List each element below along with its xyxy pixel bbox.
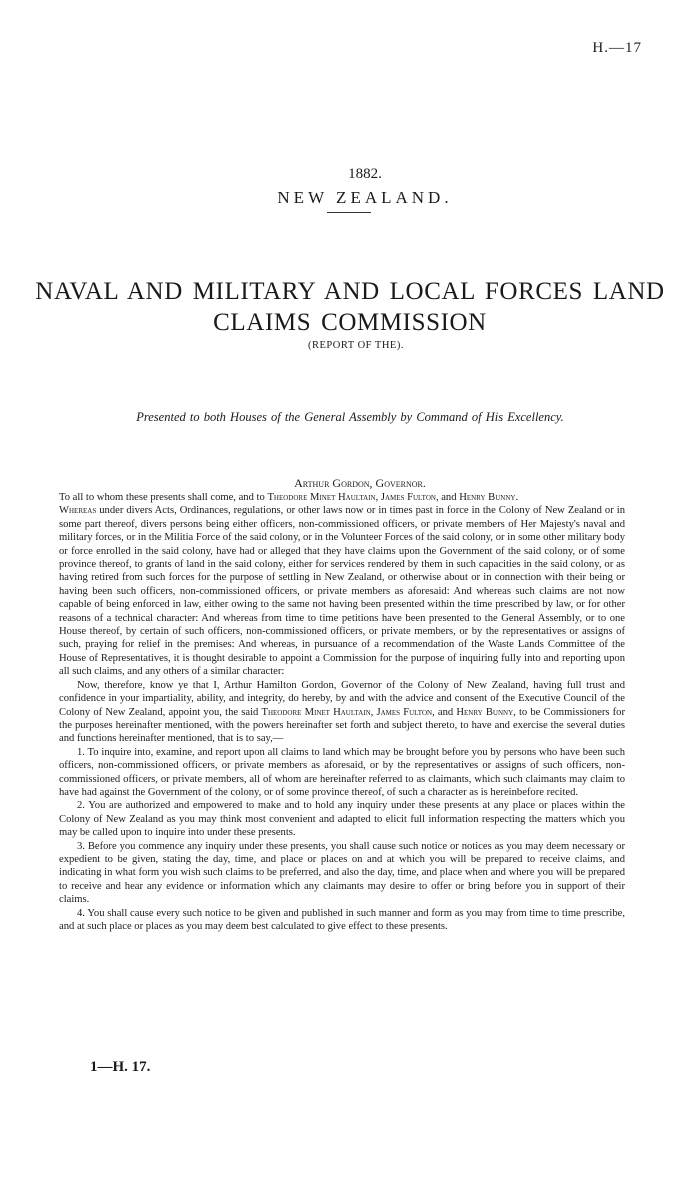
commissioner-name: Henry Bunny xyxy=(456,706,514,718)
commissioner-name: James Fulton xyxy=(380,492,436,503)
country: NEW ZEALAND. xyxy=(277,188,453,207)
divider xyxy=(327,212,371,213)
whereas-text: under divers Acts, Ordinances, regulations, or other laws now or in times past in force in the Colony of New Zealand or in some part thereof, divers persons being either officers, non-commissioned officers, or private members of Her Majesty's naval and military forces, or in the Militia Force of the said colony, or in the Volunteer Forces of the said colony, or in some other military body or force enrolled in the said colony, have had or alleged that they have claims upon the Government of the said colony, or of some province thereof, to grants of land in the said colony, either for services rendered by them in such capacities in the said colony, or as having retired from such forces for the purpose of settling in New Zealand, or otherwise about or in connection with their being or having been such officers, non-commissioned officers, or private members as aforesaid: And whereas such claims are not now capable of being enforced in law, either owing to the same not having been presented within the time prescribed by law, or for other reasons of a technical character: And whereas from time to time petitions have been presented to the General Assembly, or to one House thereof, by certain of such officers, non-commissioned officers, or private members, or by the representatives or assigns of such, praying for relief in the premises: And whereas, in pursuance of a recommendation of the Waste Lands Committee of the House of Representatives, it is thought desirable to appoint a Commission for the purpose of inquiring fully into and reporting upon all such claims, and any others of a similar character: xyxy=(59,505,625,678)
address-separator: , and xyxy=(435,492,460,503)
clause-1: 1. To inquire into, examine, and report upon all claims to land which may be brought before you by persons who have been such officers, non-commissioned officers, or private members as aforesaid, or by the representatives or assigns of such officers, non-commissioned officers, or private members, all of whom are hereinafter referred to as claimants, which such claimants may claim to have had against the Government of the colony, or of some province thereof, of such a character as is hereinbefore recited. xyxy=(59,746,625,798)
year: 1882. xyxy=(348,166,382,182)
governor-line: Arthur Gordon, Governor. xyxy=(294,476,426,490)
now-text: Now, therefore, know ye that I, Arthur Hamilton Gordon, Governor of the Colony of New Zealand, having full trust and confidence in your impartiality, ability, and integrity, do hereby, by and with the advice and consent of the Executive Council of the Colony of New Zealand, appoint you, the said xyxy=(59,679,625,718)
title-line-1: NAVAL AND MILITARY AND LOCAL FORCES LAND xyxy=(35,278,665,305)
page-reference: H.—17 xyxy=(592,40,642,56)
now-paragraph xyxy=(59,679,625,746)
address-separator: , xyxy=(375,492,381,503)
clause-3: 3. Before you commence any inquiry under these presents, you shall cause such notice or notices as you may deem necessary or expedient to be given, stating the day, time, and place or places on and at which you will be prepared to receive claims, and indicating in what form you wish such claims to be preferred, and also the day, time, and place when and where you will be prepared to receive and hear any evidence or information which any claimants may desire to offer or bring before you in support of their claims. xyxy=(59,840,625,906)
commissioner-name: Theodore Minet Haultain xyxy=(261,706,371,718)
whereas-lead: Whereas xyxy=(59,505,97,517)
subtitle: (REPORT OF THE). xyxy=(308,340,404,351)
clause-2: 2. You are authorized and empowered to make and to hold any inquiry under these presents at any place or places within the Colony of New Zealand as you may think most convenient and adapted to elicit full information respecting the matters which you may be called upon to inquire into under these presents. xyxy=(59,800,625,839)
title-line-2: CLAIMS COMMISSION xyxy=(213,309,487,336)
document-body xyxy=(59,491,625,933)
whereas-paragraph xyxy=(59,504,625,678)
commissioner-name: Henry Bunny xyxy=(459,492,516,503)
commissioner-name: James Fulton xyxy=(376,706,433,718)
address-prefix: To all to whom these presents shall come, and to xyxy=(59,492,268,503)
address-suffix: . xyxy=(515,492,519,503)
now-text: , to be Commissioners for the purposes hereinafter mentioned, with the powers hereinafter set forth and subject thereto, to have and exercise the several duties and functions hereinafter mentioned, that is to say,— xyxy=(59,706,626,745)
footer-reference: 1—H. 17. xyxy=(90,1059,151,1075)
presented-line: Presented to both Houses of the General Assembly by Command of His Excellency. xyxy=(136,410,564,424)
now-separator: , xyxy=(370,706,377,718)
address-paragraph xyxy=(59,491,625,504)
now-separator: , and xyxy=(432,706,457,718)
clause-4: 4. You shall cause every such notice to be given and published in such manner and form as you may from time to time prescribe, and at such place or places as you may deem best calculated to give effect to these presents. xyxy=(59,907,625,932)
commissioner-name: Theodore Minet Haultain xyxy=(267,492,376,503)
